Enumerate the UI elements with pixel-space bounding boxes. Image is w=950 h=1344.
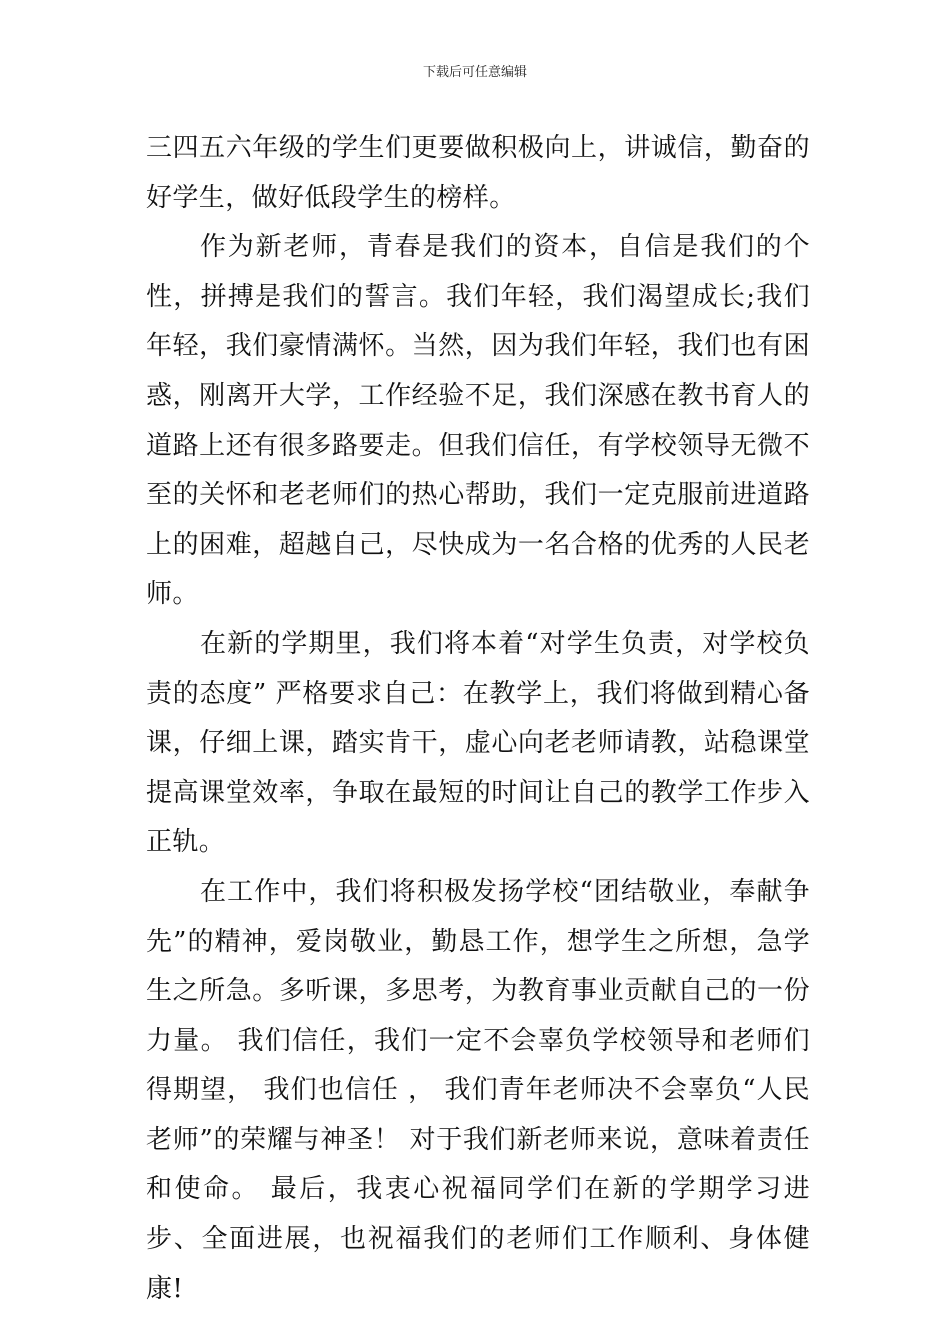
document-body xyxy=(146,124,810,1314)
paragraph-4: 在工作中，我们将积极发扬学校“团结敬业，奉献争先”的精神，爱岗敬业，勤恳工作，想学生之所想，急学生之所急。多听课，多思考，为教育事业贡献自己的一份力量。 我们信任，我们一定不会辜负学校领导和老师们得期望， 我们也信任 ， 我们青年老师决不会辜负“人民老师”的荣耀与神圣！ 对于我们新老师来说，意味着责任和使命。 最后，我衷心祝福同学们在新的学期学习进步、全面进展，也祝福我们的老师们工作顺利、身体健康! xyxy=(146,876,810,1304)
paragraph-2: 作为新老师，青春是我们的资本，自信是我们的个性，拼搏是我们的誓言。我们年轻，我们渴望成长;我们年轻，我们豪情满怀。当然，因为我们年轻，我们也有困惑，刚离开大学，工作经验不足，我们深感在教书育人的道路上还有很多路要走。但我们信任，有学校领导无微不至的关怀和老老师们的热心帮助，我们一定克服前进道路上的困难，超越自己，尽快成为一名合格的优秀的人民老师。 xyxy=(146,232,810,610)
paragraph-1: 三四五六年级的学生们更要做积极向上，讲诚信，勤奋的好学生，做好低段学生的榜样。 xyxy=(146,133,810,213)
paragraph-3: 在新的学期里，我们将本着“对学生负责，对学校负责的态度” 严格要求自己：在教学上，我们将做到精心备课，仔细上课，踏实肯干，虚心向老老师请教，站稳课堂提高课堂效率，争取在最短的时间让自己的教学工作步入正轨。 xyxy=(146,628,810,858)
page-header: 下载后可任意编辑 xyxy=(422,65,527,80)
